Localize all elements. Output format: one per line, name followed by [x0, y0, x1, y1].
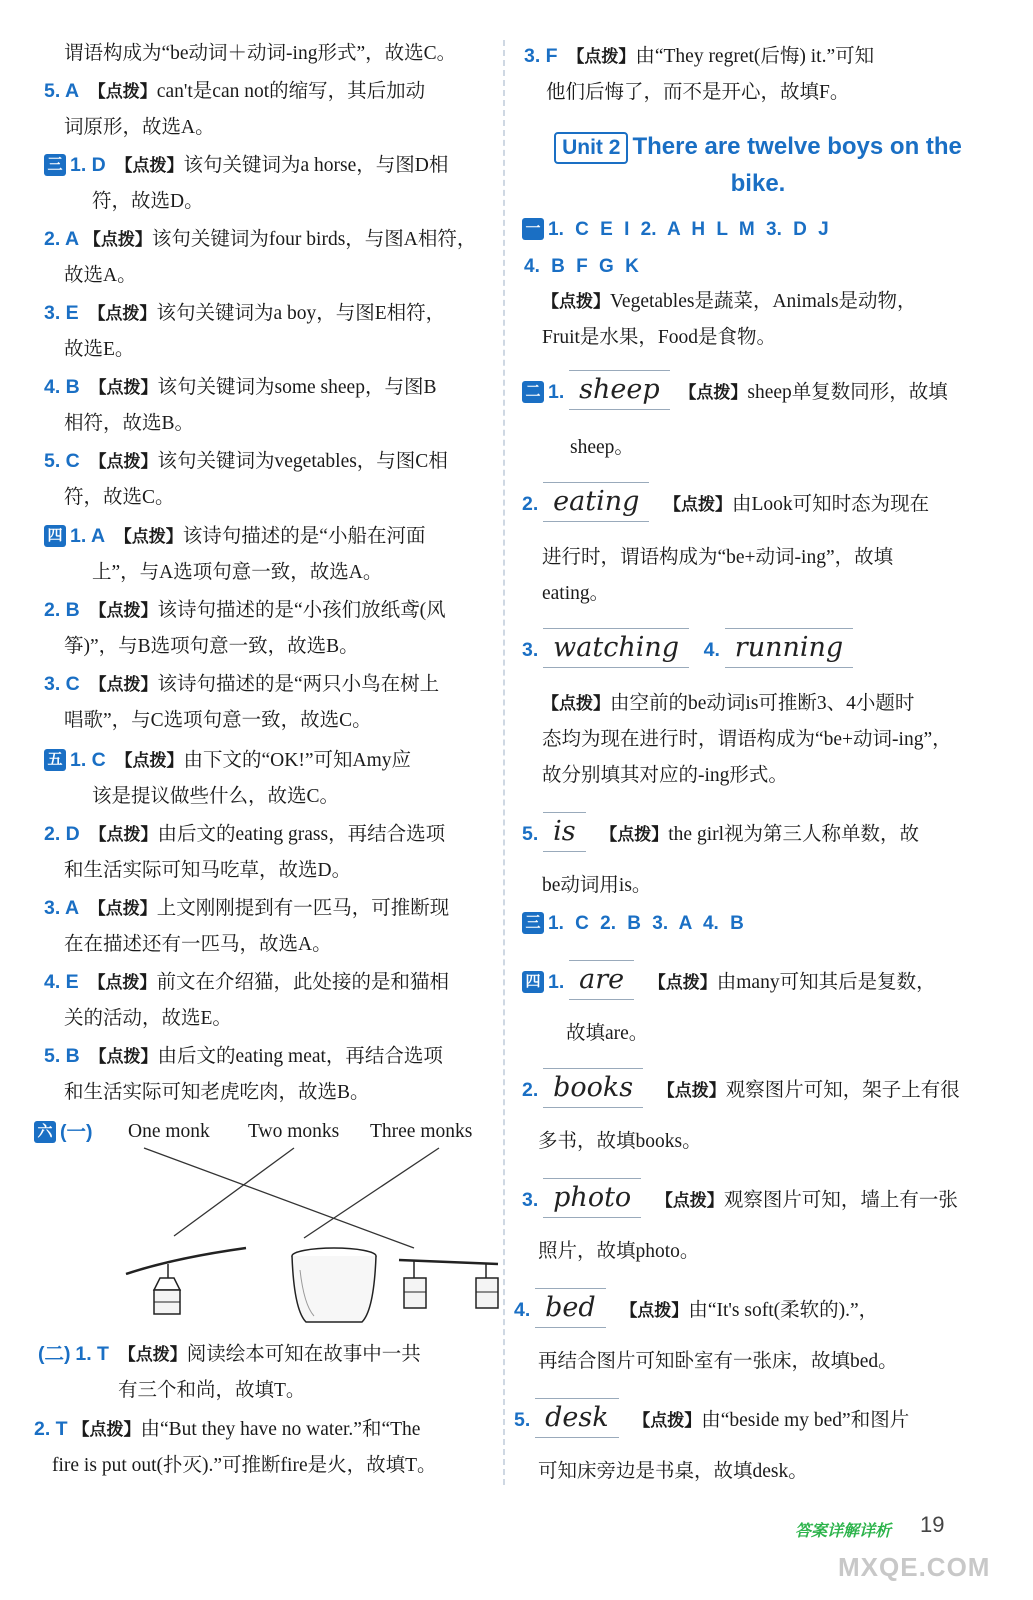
hint-tag: 【点拨】 — [542, 292, 610, 311]
text-line — [538, 1344, 988, 1380]
answer-item — [542, 284, 992, 356]
explanation: can't是can not的缩写，其后加动 — [156, 81, 426, 102]
question-number: 2. A — [44, 228, 80, 250]
explanation: 由“They regret(后悔) it.”可知 — [635, 46, 875, 67]
text-line — [542, 868, 651, 904]
answer-item — [514, 1398, 984, 1439]
question-number: 1. — [548, 971, 565, 993]
match-line — [174, 1148, 294, 1236]
explanation: Fruit是水果，Food是食物。 — [542, 327, 777, 348]
question-number: 2. — [522, 1079, 539, 1101]
question-number: 5. — [522, 823, 539, 845]
answer-item — [44, 890, 494, 963]
section-badge: 六 — [34, 1121, 56, 1143]
explanation: 由“It's soft(柔软的).”， — [688, 1300, 879, 1321]
question-number: 3. — [522, 1189, 539, 1211]
hint-tag: 【点拨】 — [115, 156, 184, 175]
question-number: 3. C — [44, 673, 80, 695]
explanation: 观察图片可知，架子上有很 — [725, 1080, 960, 1101]
handwritten-answer: watching — [543, 628, 689, 668]
explanation: 前文在介绍猫，此处接的是和猫相 — [156, 972, 449, 993]
question-number: 4. E — [44, 971, 79, 993]
handwritten-answer: eating — [543, 482, 649, 522]
explanation: 词原形，故选A。 — [64, 117, 215, 138]
unit-title: There are twelve boys on the — [632, 133, 962, 160]
answer-item — [44, 742, 494, 815]
section-badge: 一 — [522, 218, 544, 240]
handwritten-answer: running — [725, 628, 853, 668]
explanation: eating。 — [542, 583, 610, 604]
explanation: 在在描述还有一匹马，故选A。 — [64, 934, 332, 955]
footer-label: 答案详解详析 — [795, 1523, 892, 1540]
explanation: 关的活动，故选E。 — [64, 1008, 232, 1029]
explanation: sheep。 — [570, 437, 634, 458]
explanation: 可知床旁边是书桌，故填desk。 — [538, 1461, 808, 1482]
hint-tag: 【点拨】 — [664, 495, 732, 514]
explanation: 照片，故填photo。 — [538, 1241, 700, 1262]
label-three-monks: Three monks — [370, 1121, 473, 1142]
handwritten-answer: is — [543, 812, 586, 852]
explanation: 由后文的eating meat，再结合选项 — [157, 1046, 443, 1067]
handwritten-answer: books — [543, 1068, 643, 1108]
handwritten-answer: desk — [535, 1398, 618, 1438]
hint-tag: 【点拨】 — [89, 452, 158, 471]
question-number: 3. A — [44, 897, 80, 919]
explanation: 筝)”，与B选项句意一致，故选B。 — [64, 636, 359, 657]
question-number: 1. A — [70, 525, 106, 547]
explanation: 符，故选C。 — [64, 487, 175, 508]
explanation: 该句关键词为four birds，与图A相符， — [151, 229, 477, 250]
section-badge: 二 — [522, 381, 544, 403]
explanation: 进行时，谓语构成为“be+动词-ing”，故填 — [542, 547, 894, 568]
water-vat-icon — [292, 1248, 376, 1322]
question-number: 1. D — [70, 154, 106, 176]
answer-list: 4. B F G K — [524, 256, 639, 277]
answer-row — [522, 906, 744, 943]
explanation: 该句关键词为a boy，与图E相符， — [156, 303, 446, 324]
text-line — [538, 1234, 699, 1270]
answer-item — [44, 221, 494, 294]
text-line — [538, 1454, 808, 1490]
explanation: 故填are。 — [566, 1023, 649, 1044]
hint-tag: 【点拨】 — [114, 527, 183, 546]
hint-tag: 【点拨】 — [72, 1420, 141, 1439]
explanation: 和生活实际可知老虎吃肉，故选B。 — [64, 1082, 370, 1103]
hint-tag: 【点拨】 — [657, 1081, 726, 1100]
text-line — [64, 36, 456, 72]
explanation: 由Look可知时态为现在 — [732, 494, 930, 515]
explanation: 和生活实际可知马吃草，故选D。 — [64, 860, 352, 881]
watermark: MXQE.COM — [838, 1552, 991, 1582]
matching-illustration — [114, 1140, 504, 1330]
answer-item — [522, 960, 982, 1001]
explanation: 该诗句描述的是“两只小鸟在树上 — [157, 674, 440, 695]
answer-list: 1. C E I 2. A H L M 3. D J — [548, 219, 829, 240]
one-monk-bucket-icon — [126, 1248, 246, 1314]
explanation: 该诗句描述的是“小孩们放纸鸢(风 — [157, 600, 446, 621]
hint-tag: 【点拨】 — [89, 601, 158, 620]
explanation: 符，故选D。 — [92, 191, 204, 212]
explanation: 态均为现在进行时，谓语构成为“be+动词-ing”， — [542, 729, 952, 750]
question-number: 1. — [548, 381, 565, 403]
answer-item — [542, 686, 992, 794]
hint-tag: 【点拨】 — [542, 694, 610, 713]
section-badge: 五 — [44, 749, 66, 771]
hint-tag: 【点拨】 — [89, 675, 158, 694]
answer-item — [44, 443, 494, 516]
question-number: 4. — [703, 639, 720, 661]
question-number: 3. — [522, 639, 539, 661]
answer-item — [44, 147, 494, 220]
explanation: fire is put out(扑灭).”可推断fire是火，故填T。 — [52, 1455, 437, 1476]
text-line — [566, 1016, 648, 1052]
answer-item — [44, 518, 494, 591]
question-number: 5. — [514, 1409, 531, 1431]
part-label: (一) — [60, 1121, 93, 1143]
text-line — [570, 430, 634, 466]
part-label: (二) — [38, 1343, 71, 1365]
explanation: 故选E。 — [64, 339, 135, 360]
explanation: 由“But they have no water.”和“The — [140, 1419, 421, 1440]
hint-tag: 【点拨】 — [679, 383, 748, 402]
explanation: 该句关键词为vegetables，与图C相 — [157, 451, 448, 472]
section-badge: 三 — [522, 912, 544, 934]
answer-item — [44, 964, 494, 1037]
explanation: 上文刚刚提到有一匹马，可推断现 — [156, 898, 450, 919]
two-monks-buckets-icon — [399, 1260, 498, 1308]
answer-item — [44, 1038, 494, 1111]
answer-item — [522, 370, 982, 411]
hint-tag: 【点拨】 — [89, 378, 158, 397]
explanation: 由下文的“OK!”可知Amy应 — [183, 750, 411, 771]
text: 谓语构成为“be动词＋动词-ing形式”，故选C。 — [64, 43, 457, 64]
hint-tag: 【点拨】 — [88, 82, 157, 101]
text-line — [538, 1124, 702, 1160]
answer-item — [522, 812, 982, 853]
hint-tag: 【点拨】 — [88, 899, 157, 918]
explanation: Vegetables是蔬菜，Animals是动物， — [610, 291, 917, 312]
answer-row — [522, 212, 982, 286]
explanation: sheep单复数同形，故填 — [747, 382, 948, 403]
handwritten-answer: photo — [543, 1178, 641, 1218]
hint-tag: 【点拨】 — [600, 825, 669, 844]
question-number: 4. — [514, 1299, 531, 1321]
answer-item — [44, 295, 494, 368]
question-number: 2. — [522, 493, 539, 515]
answer-item — [522, 628, 982, 669]
section-badge: 三 — [44, 154, 66, 176]
hint-tag: 【点拨】 — [567, 47, 636, 66]
question-number: 5. C — [44, 450, 80, 472]
explanation: 由空前的be动词is可推断3、4小题时 — [610, 693, 915, 714]
hint-tag: 【点拨】 — [620, 1301, 689, 1320]
explanation: 多书，故填books。 — [538, 1131, 702, 1152]
match-line — [144, 1148, 414, 1248]
answer-item — [524, 38, 984, 111]
explanation: 该是提议做些什么，故选C。 — [92, 786, 340, 807]
handwritten-answer: bed — [535, 1288, 606, 1328]
question-number: 2. B — [44, 599, 80, 621]
label-two-monks: Two monks — [248, 1121, 340, 1142]
explanation: 该句关键词为some sheep，与图B — [157, 377, 437, 398]
explanation: 该诗句描述的是“小船在河面 — [182, 526, 426, 547]
text-line — [542, 576, 609, 612]
explanation: 观察图片可知，墙上有一张 — [723, 1190, 958, 1211]
explanation: 他们后悔了，而不是开心，故填F。 — [546, 82, 850, 103]
answer-item — [44, 816, 494, 889]
section-badge: 四 — [44, 525, 66, 547]
explanation: 由many可知其后是复数， — [716, 972, 936, 993]
hint-tag: 【点拨】 — [655, 1191, 724, 1210]
question-number: 1. C — [70, 749, 106, 771]
answer-item — [44, 73, 494, 146]
explanation: 有三个和尚，故填T。 — [118, 1380, 306, 1401]
answer-item — [38, 1336, 494, 1409]
hint-tag: 【点拨】 — [88, 304, 157, 323]
explanation: 阅读绘本可知在故事中一共 — [186, 1344, 421, 1365]
explanation: 由“beside my bed”和图片 — [701, 1410, 910, 1431]
answer-item — [44, 369, 494, 442]
explanation: 上”，与A选项句意一致，故选A。 — [92, 562, 383, 583]
answer-item — [44, 666, 494, 739]
unit-title: bike. — [730, 170, 786, 197]
explanation: the girl视为第三人称单数，故 — [668, 824, 920, 845]
explanation: 故选A。 — [64, 265, 137, 286]
label-one-monk: One monk — [128, 1121, 210, 1142]
question-number: 4. B — [44, 376, 80, 398]
hint-tag: 【点拨】 — [89, 825, 158, 844]
explanation: 再结合图片可知卧室有一张床，故填bed。 — [538, 1351, 898, 1372]
hint-tag: 【点拨】 — [118, 1345, 187, 1364]
question-number: 5. B — [44, 1045, 80, 1067]
answer-item — [34, 1411, 494, 1484]
explanation: 相符，故选B。 — [64, 413, 195, 434]
hint-tag: 【点拨】 — [88, 973, 157, 992]
explanation: 由后文的eating grass，再结合选项 — [157, 824, 446, 845]
question-number: 1. T — [75, 1343, 109, 1365]
question-number: 5. A — [44, 80, 80, 102]
section-badge: 四 — [522, 971, 544, 993]
question-number: 3. F — [524, 45, 558, 67]
explanation: 故分别填其对应的-ing形式。 — [542, 765, 788, 786]
unit-heading — [538, 130, 978, 204]
hint-tag: 【点拨】 — [633, 1411, 702, 1430]
unit-label: Unit 2 — [554, 132, 628, 164]
explanation: be动词用is。 — [542, 875, 652, 896]
page-number: 19 — [920, 1512, 945, 1537]
handwritten-answer: sheep — [569, 370, 670, 410]
explanation: 该句关键词为a horse，与图D相 — [183, 155, 449, 176]
explanation: 唱歌”，与C选项句意一致，故选C。 — [64, 710, 372, 731]
answer-item — [522, 1068, 982, 1109]
handwritten-answer: are — [569, 960, 634, 1000]
question-number: 2. D — [44, 823, 80, 845]
question-number: 3. E — [44, 302, 79, 324]
answer-item — [44, 592, 494, 665]
hint-tag: 【点拨】 — [648, 973, 717, 992]
text-line — [542, 540, 992, 576]
answer-item — [522, 482, 982, 523]
hint-tag: 【点拨】 — [115, 751, 184, 770]
answer-list: 1. C 2. B 3. A 4. B — [548, 913, 744, 934]
answer-item — [522, 1178, 982, 1219]
question-number: 2. T — [34, 1418, 68, 1440]
hint-tag: 【点拨】 — [89, 1047, 158, 1066]
answer-item — [514, 1288, 984, 1329]
match-line — [304, 1148, 439, 1238]
hint-tag: 【点拨】 — [83, 230, 152, 249]
